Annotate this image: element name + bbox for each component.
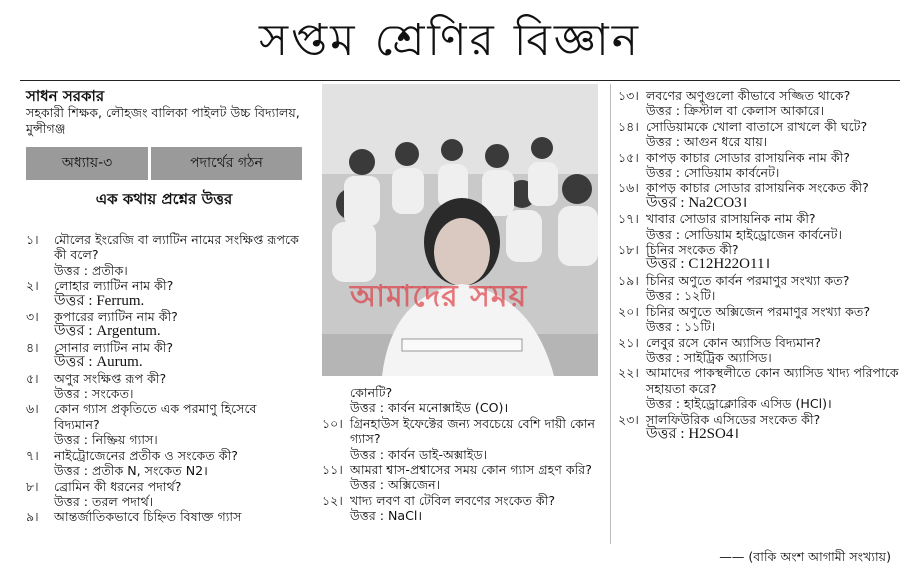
question-18: ১৮। চিনির সংকেত কী?	[618, 242, 739, 258]
question-2: ২। লোহার ল্যাটিন নাম কী?	[26, 278, 174, 294]
question-22: ২২। আমাদের পাকস্থলীতে কোন অ্যাসিড খাদ্য পরিপাকে সহায়তা করে?	[618, 365, 899, 396]
question-3: ৩। কপারের ল্যাটিন নাম কী?	[26, 309, 178, 325]
answer-18: উত্তর : C12H22O11।	[646, 256, 771, 273]
question-21: ২১। লেবুর রসে কোন অ্যাসিড বিদ্যমান?	[618, 334, 821, 350]
question-13: ১৩। লবণের অণুগুলো কীভাবে সজ্জিত থাকে?	[618, 88, 851, 103]
answer-13: উত্তর : ক্রিস্টাল বা কেলাস আকারে।	[646, 103, 825, 119]
exam-hall-illustration	[322, 84, 598, 376]
top-divider	[20, 80, 900, 81]
question-11: ১১। আমরা শ্বাস-প্রশ্বাসের সময় কোন গ্যাস গ্রহণ করি?	[322, 462, 592, 478]
author-name: সাধন সরকার	[26, 87, 105, 105]
question-20: ২০। চিনির অণুতে অক্সিজেন পরমাণুর সংখ্যা কত?	[618, 303, 871, 319]
question-6: ৬। কোন গ্যাস প্রকৃতিতে এক পরমাণু হিসেবে বিদ্যমান?	[26, 401, 257, 432]
answer-16: উত্তর : Na2CO3।	[646, 194, 748, 211]
page-title: সপ্তম শ্রেণির বিজ্ঞান	[258, 15, 642, 66]
answer-11: উত্তর : অক্সিজেন।	[350, 477, 441, 493]
continued-note: —— (বাকি অংশ আগামী সংখ্যায়)	[719, 549, 891, 564]
exam-photo	[322, 84, 598, 376]
answer-19: উত্তর : ১২টি।	[646, 288, 716, 304]
middle-column	[322, 385, 600, 524]
answer-3: উত্তর : Argentum.	[54, 323, 161, 340]
answer-6: উত্তর : নিষ্ক্রিয় গ্যাস।	[54, 432, 158, 448]
chapter-bar	[26, 147, 302, 180]
right-column	[618, 88, 900, 442]
answer-8: উত্তর : তরল পদার্থ।	[54, 493, 154, 509]
question-19: ১৯। চিনির অণুতে কার্বন পরমাণুর সংখ্যা কত?	[618, 272, 850, 288]
answer-12: উত্তর : NaCl।	[350, 508, 423, 524]
question-5: ৫। অণুর সংক্ষিপ্ত রূপ কী?	[26, 370, 167, 386]
question-15: ১৫। কাপড় কাচার সোডার রাসায়নিক নাম কী?	[618, 149, 850, 165]
answer-1: উত্তর : প্রতীক।	[54, 262, 128, 278]
answer-14: উত্তর : আগুন ধরে যায়।	[646, 134, 768, 150]
question-9: ৯। আন্তর্জাতিকভাবে চিহ্নিত বিষাক্ত গ্যাস	[26, 509, 242, 525]
question-17: ১৭। খাবার সোডার রাসায়নিক নাম কী?	[618, 211, 816, 227]
question-8: ৮। ব্রোমিন কী ধরনের পদার্থ?	[26, 478, 182, 494]
section-heading: এক কথায় প্রশ্নের উত্তর	[95, 190, 233, 208]
answer-9: উত্তর : কার্বন মনোক্সাইড (CO)।	[350, 400, 509, 416]
question-7: ৭। নাইট্রোজেনের প্রতীক ও সংকেত কী?	[26, 447, 238, 463]
answer-10: উত্তর : কার্বন ডাই-অক্সাইড।	[350, 446, 488, 462]
question-16: ১৬। কাপড় কাচার সোডার রাসায়নিক সংকেত কী?	[618, 180, 869, 196]
question-23: ২৩। সালফিউরিক এসিডের সংকেত কী?	[618, 411, 821, 427]
answer-17: উত্তর : সোডিয়াম হাইড্রোজেন কার্বনেট।	[646, 226, 843, 242]
question-4: ৪। সোনার ল্যাটিন নাম কী?	[26, 339, 174, 355]
question-10: ১০। গ্রিনহাউস ইফেক্টের জন্য সবচেয়ে বেশি দায়ী কোন গ্যাস?	[322, 415, 596, 447]
answer-7: উত্তর : প্রতীক N, সংকেত N2।	[54, 463, 208, 479]
answer-22: উত্তর : হাইড্রোক্লোরিক এসিড (HCl)।	[646, 396, 832, 412]
question-14: ১৪। সোডিয়ামকে খোলা বাতাসে রাখলে কী ঘটে?	[618, 118, 868, 134]
question-1: ১। মৌলের ইংরেজি বা ল্যাটিন নামের সংক্ষিপ্ত রূপকে কী বলে?	[26, 232, 299, 263]
chapter-name: পদার্থের গঠন	[151, 147, 302, 180]
answer-5: উত্তর : সংকেত।	[54, 386, 134, 402]
answer-4: উত্তর : Aurum.	[54, 354, 143, 371]
answer-15: উত্তর : সোডিয়াম কার্বনেট।	[646, 165, 780, 181]
chapter-number: অধ্যায়-৩	[26, 147, 151, 180]
left-column	[26, 232, 304, 525]
column-divider	[610, 84, 611, 544]
answer-23: উত্তর : H2SO4।	[646, 425, 740, 442]
question-9-continued: কোনটি?	[350, 385, 393, 400]
question-12: ১২। খাদ্য লবণ বা টেবিল লবণের সংকেত কী?	[322, 492, 556, 508]
watermark-text: আমাদের সময়	[350, 279, 528, 314]
answer-2: উত্তর : Ferrum.	[54, 292, 145, 309]
author-designation: সহকারী শিক্ষক, লৌহজং বালিকা পাইলট উচ্চ বিদ্যালয়, মুন্সীগঞ্জ	[26, 105, 300, 136]
answer-20: উত্তর : ১১টি।	[646, 319, 716, 335]
answer-21: উত্তর : সাইট্রিক অ্যাসিড।	[646, 349, 772, 365]
